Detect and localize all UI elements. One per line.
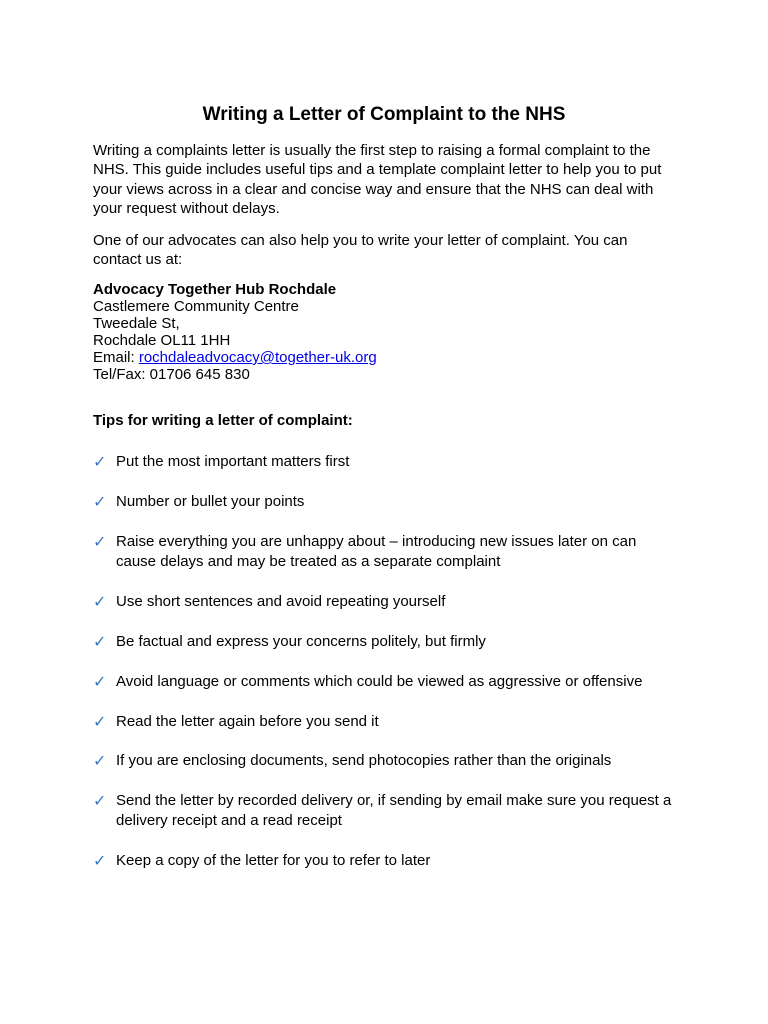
checkmark-icon: ✓	[93, 791, 107, 811]
tip-item	[93, 672, 678, 692]
tips-list	[93, 452, 678, 891]
checkmark-icon: ✓	[93, 531, 107, 551]
advocate-paragraph: One of our advocates can also help you to write your letter of complaint. You can contact us at:	[93, 232, 628, 269]
contact-email-link[interactable]: rochdaleadvocacy@together-uk.org	[138, 349, 377, 366]
tip-text: Raise everything you are unhappy about – introducing new issues later on can cause delays and may be treated as a separate complaint	[116, 532, 637, 570]
tip-item	[93, 791, 678, 830]
tip-item	[93, 712, 678, 732]
tip-item	[93, 751, 678, 771]
checkmark-icon: ✓	[93, 631, 107, 651]
tip-text: Use short sentences and avoid repeating yourself	[116, 592, 446, 610]
tip-item	[93, 851, 678, 871]
tip-item	[93, 592, 678, 612]
tip-item	[93, 452, 678, 472]
tip-text: If you are enclosing documents, send photocopies rather than the originals	[116, 752, 612, 770]
tip-item	[93, 492, 678, 512]
checkmark-icon: ✓	[93, 491, 107, 511]
tip-text: Be factual and express your concerns politely, but firmly	[116, 632, 486, 650]
contact-address-line-3: Rochdale OL11 1HH	[93, 332, 231, 349]
contact-block	[93, 281, 678, 383]
tip-item	[93, 632, 678, 652]
tip-text: Put the most important matters first	[116, 453, 350, 470]
tip-text: Read the letter again before you send it	[116, 712, 379, 730]
contact-address-line-2: Tweedale St,	[93, 315, 180, 332]
contact-email-label: Email:	[93, 349, 139, 366]
checkmark-icon: ✓	[93, 851, 107, 871]
tip-text: Avoid language or comments which could be viewed as aggressive or offensive	[116, 672, 643, 690]
tip-item	[93, 532, 678, 571]
checkmark-icon: ✓	[93, 671, 107, 691]
checkmark-icon: ✓	[93, 711, 107, 731]
contact-email-line	[93, 349, 678, 366]
tip-text: Number or bullet your points	[116, 492, 305, 510]
tips-heading: Tips for writing a letter of complaint:	[93, 412, 353, 429]
checkmark-icon: ✓	[93, 591, 107, 611]
contact-address-line-1: Castlemere Community Centre	[93, 298, 299, 315]
checkmark-icon: ✓	[93, 452, 107, 471]
contact-telfax: Tel/Fax: 01706 645 830	[93, 366, 250, 383]
tip-text: Keep a copy of the letter for you to refer to later	[116, 852, 431, 870]
page-title: Writing a Letter of Complaint to the NHS	[202, 104, 566, 125]
checkmark-icon: ✓	[93, 751, 107, 771]
tip-text: Send the letter by recorded delivery or, if sending by email make sure you request a delivery receipt and a read receipt	[116, 792, 672, 830]
intro-paragraph: Writing a complaints letter is usually the first step to raising a formal complaint to the NHS. This guide includes useful tips and a template complaint letter to help you to put your views across in a clear and concise way and ensure that the NHS can deal with your request without delays.	[93, 142, 662, 218]
contact-organisation: Advocacy Together Hub Rochdale	[93, 281, 337, 298]
